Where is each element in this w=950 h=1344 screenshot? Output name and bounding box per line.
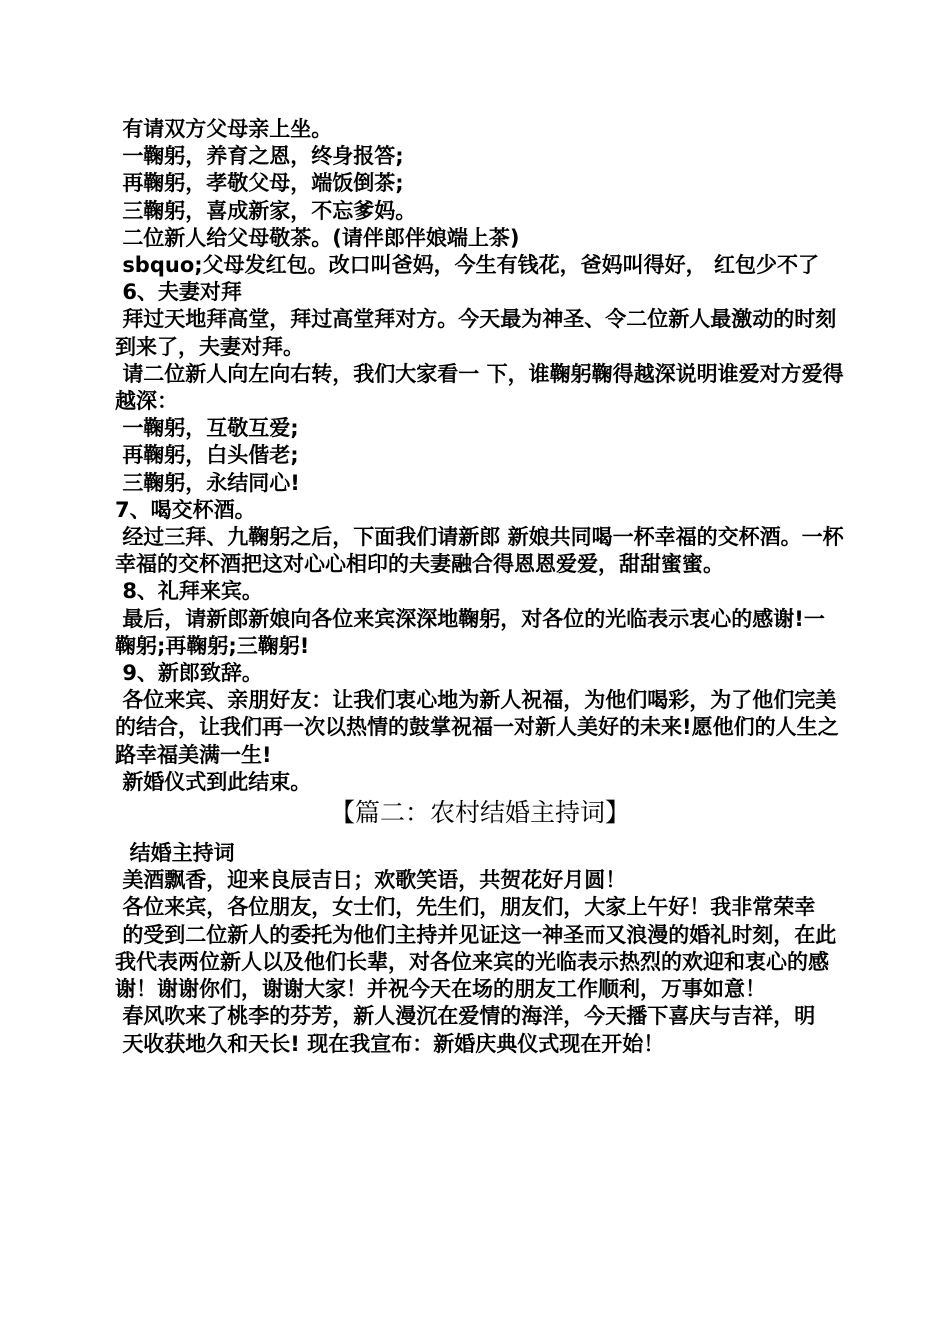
paragraph-11: 再鞠躬，白头偕老; bbox=[115, 443, 299, 468]
paragraph-6: sbquo;父母发红包。改口叫爸妈，今生有钱花，爸妈叫得好， 红包少不了 bbox=[115, 253, 819, 278]
paragraph-21: 美酒飘香，迎来良辰吉日；欢歌笑语，共贺花好月圆！ bbox=[115, 868, 627, 893]
paragraph-9: 请二位新人向左向右转，我们大家看一 下，谁鞠躬鞠得越深说明谁爱对方爱得越深： bbox=[115, 361, 844, 414]
paragraph-22: 各位来宾，各位朋友，女士们，先生们，朋友们，大家上午好！我非常荣幸 bbox=[115, 895, 816, 920]
paragraph-14: 经过三拜、九鞠躬之后，下面我们请新郎 新娘共同喝一杯幸福的交杯酒。一杯幸福的交杯酒把这对心心相印的夫妻融合得恩恩爱爱，甜甜蜜蜜。 bbox=[115, 525, 844, 577]
paragraph-15: 8、礼拜来宾。 bbox=[115, 579, 263, 604]
paragraph-24: 春风吹来了桃李的芬芳，新人漫沉在爱情的海洋，今天播下喜庆与吉祥，明 bbox=[115, 1004, 816, 1029]
paragraph-10: 一鞠躬，互敬互爱; bbox=[115, 416, 299, 441]
paragraph-18: 各位来宾、亲朋好友：让我们衷心地为新人祝福，为他们喝彩，为了他们完美的结合，让我们再一次以热情的鼓掌祝福一对新人美好的未来!愿他们的人生之路幸福美满一生! bbox=[115, 688, 839, 767]
paragraph-3: 再鞠躬，孝敬父母，端饭倒茶; bbox=[115, 171, 404, 196]
paragraph-5: 二位新人给父母敬茶。(请伴郎伴娘端上茶) bbox=[115, 225, 520, 250]
paragraph-16: 最后，请新郎新娘向各位来宾深深地鞠躬，对各位的光临表示衷心的感谢!一鞠躬;再鞠躬;三鞠躬! bbox=[115, 606, 825, 658]
paragraph-2: 一鞠躬，养育之恩，终身报答; bbox=[115, 144, 404, 169]
paragraph-19: 新婚仪式到此结束。 bbox=[115, 769, 312, 794]
paragraph-25: 天收获地久和天长! 现在我宣布：新婚庆典仪式现在开始！ bbox=[115, 1031, 665, 1056]
document-body bbox=[115, 116, 845, 1058]
paragraph-12: 三鞠躬，永结同心! bbox=[115, 470, 300, 495]
paragraph-4: 三鞠躬，喜成新家，不忘爹妈。 bbox=[115, 198, 417, 223]
paragraph-1: 有请双方父母亲上坐。 bbox=[115, 117, 333, 141]
paragraph-7: 6、夫妻对拜 bbox=[115, 280, 242, 305]
paragraph-20: 结婚主持词 bbox=[115, 841, 235, 866]
paragraph-13: 7、喝交杯酒。 bbox=[115, 497, 256, 522]
paragraph-17: 9、新郎致辞。 bbox=[115, 661, 263, 686]
paragraph-8: 拜过天地拜高堂，拜过高堂拜对方。今天最为神圣、令二位新人最激动的时刻到来了，夫妻对拜。 bbox=[115, 307, 837, 359]
section-heading: 【篇二：农村结婚主持词】 bbox=[329, 798, 630, 828]
paragraph-23: 的受到二位新人的委托为他们主持并见证这一神圣而又浪漫的婚礼时刻，在此我代表两位新人以及他们长辈，对各位来宾的光临表示热烈的欢迎和衷心的感谢！谢谢你们，谢谢大家！并祝今天在场的朋友工作顺利，万事如意！ bbox=[115, 922, 837, 1002]
